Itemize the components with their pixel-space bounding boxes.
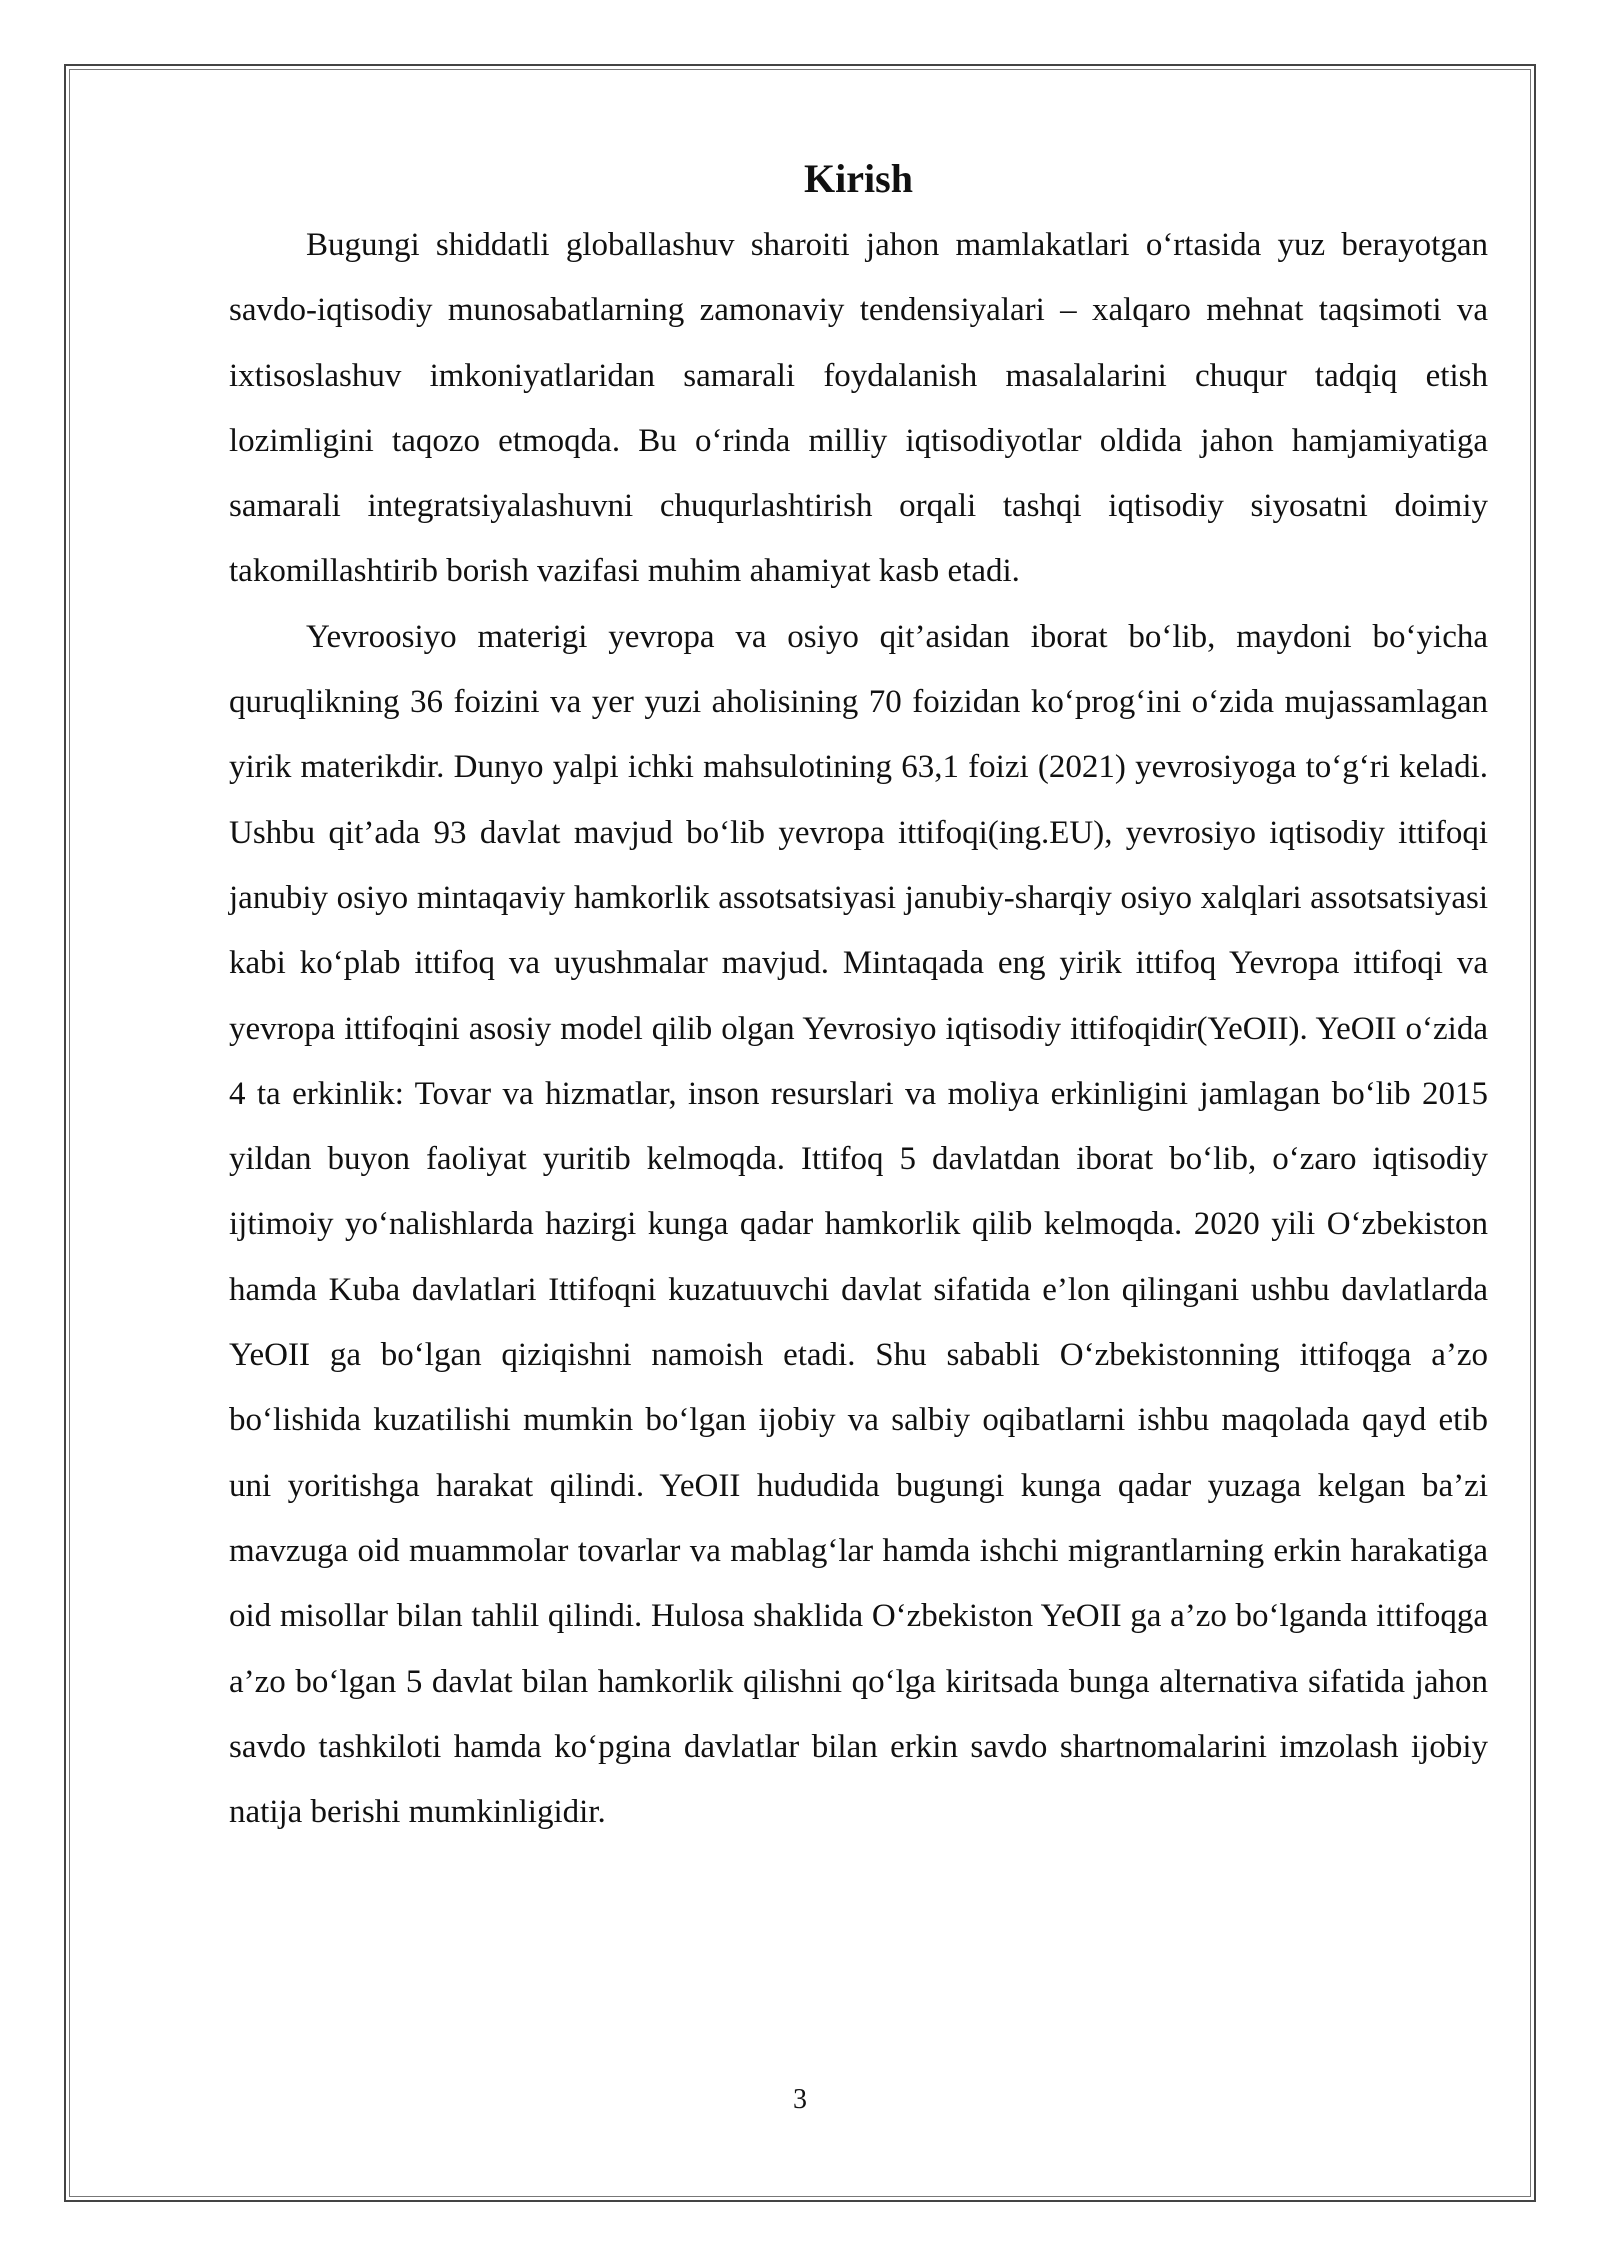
paragraph-eurasia: Yevroosiyo materigi yevropa va osiyo qit’asidan iborat bo‘lib, maydoni bo‘yicha quruqlikning 36 foizini va yer yuzi aholisining 70 foizidan ko‘prog‘ini o‘zida mujassamlagan yirik materikdir. Dunyo yalpi ichki mahsulotining 63,1 foizi (2021) yevrosiyoga to‘g‘ri keladi. Ushbu qit’ada 93 davlat mavjud bo‘lib yevropa ittifoqi(ing.EU), yevrosiyo iqtisodiy ittifoqi janubiy osiyo mintaqaviy hamkorlik assotsatsiyasi janubiy-sharqiy osiyo xalqlari assotsatsiyasi kabi ko‘plab ittifoq va uyushmalar mavjud. Mintaqada eng yirik ittifoq Yevropa ittifoqi va yevropa ittifoqini asosiy model qilib olgan Yevrosiyo iqtisodiy ittifoqidir(YeOII). YeOII o‘zida 4 ta erkinlik: Tovar va hizmatlar, inson resurslari va moliya erkinligini jamlagan bo‘lib 2015 yildan buyon faoliyat yuritib kelmoqda. Ittifoq 5 davlatdan iborat bo‘lib, o‘zaro iqtisodiy ijtimoiy yo‘nalishlarda hazirgi kunga qadar hamkorlik qilib kelmoqda. 2020 yili O‘zbekiston hamda Kuba davlatlari Ittifoqni kuzatuuvchi davlat sifatida e’lon qilingani ushbu davlatlarda YeOII ga bo‘lgan qiziqishni namoish etadi. Shu sababli O‘zbekistonning ittifoqga a’zo bo‘lishida kuzatilishi mumkin bo‘lgan ijobiy va salbiy oqibatlarni ishbu maqolada qayd etib uni yoritishga harakat qilindi. YeOII hududida bugungi kunga qadar yuzaga kelgan ba’zi mavzuga oid muammolar tovarlar va mablag‘lar hamda ishchi migrantlarning erkin harakatiga oid misollar bilan tahlil qilindi. Hulosa shaklida O‘zbekiston YeOII ga a’zo bo‘lganda ittifoqga a’zo bo‘lgan 5 davlat bilan hamkorlik qilishni qo‘lga kiritsada bunga alternativa sifatida jahon savdo tashkiloti hamda ko‘pgina davlatlar bilan erkin savdo shartnomalarini imzolash ijobiy natija berishi mumkinligidir.	[229, 618, 1488, 1831]
page-title: Kirish	[804, 156, 913, 201]
paragraph-intro: Bugungi shiddatli globallashuv sharoiti jahon mamlakatlari o‘rtasida yuz berayotgan savdo-iqtisodiy munosabatlarning zamonaviy tendensiyalari – xalqaro mehnat taqsimoti va ixtisoslashuv imkoniyatlaridan samarali foydalanish masalalarini chuqur tadqiq etish lozimligini taqozo etmoqda. Bu o‘rinda milliy iqtisodiyotlar oldida jahon hamjamiyatiga samarali integratsiyalashuvni chuqurlashtirish orqali tashqi iqtisodiy siyosatni doimiy takomillashtirib borish vazifasi muhim ahamiyat kasb etadi.	[229, 227, 1488, 590]
page-number: 3	[793, 2084, 807, 2115]
page-content	[229, 145, 1488, 1845]
